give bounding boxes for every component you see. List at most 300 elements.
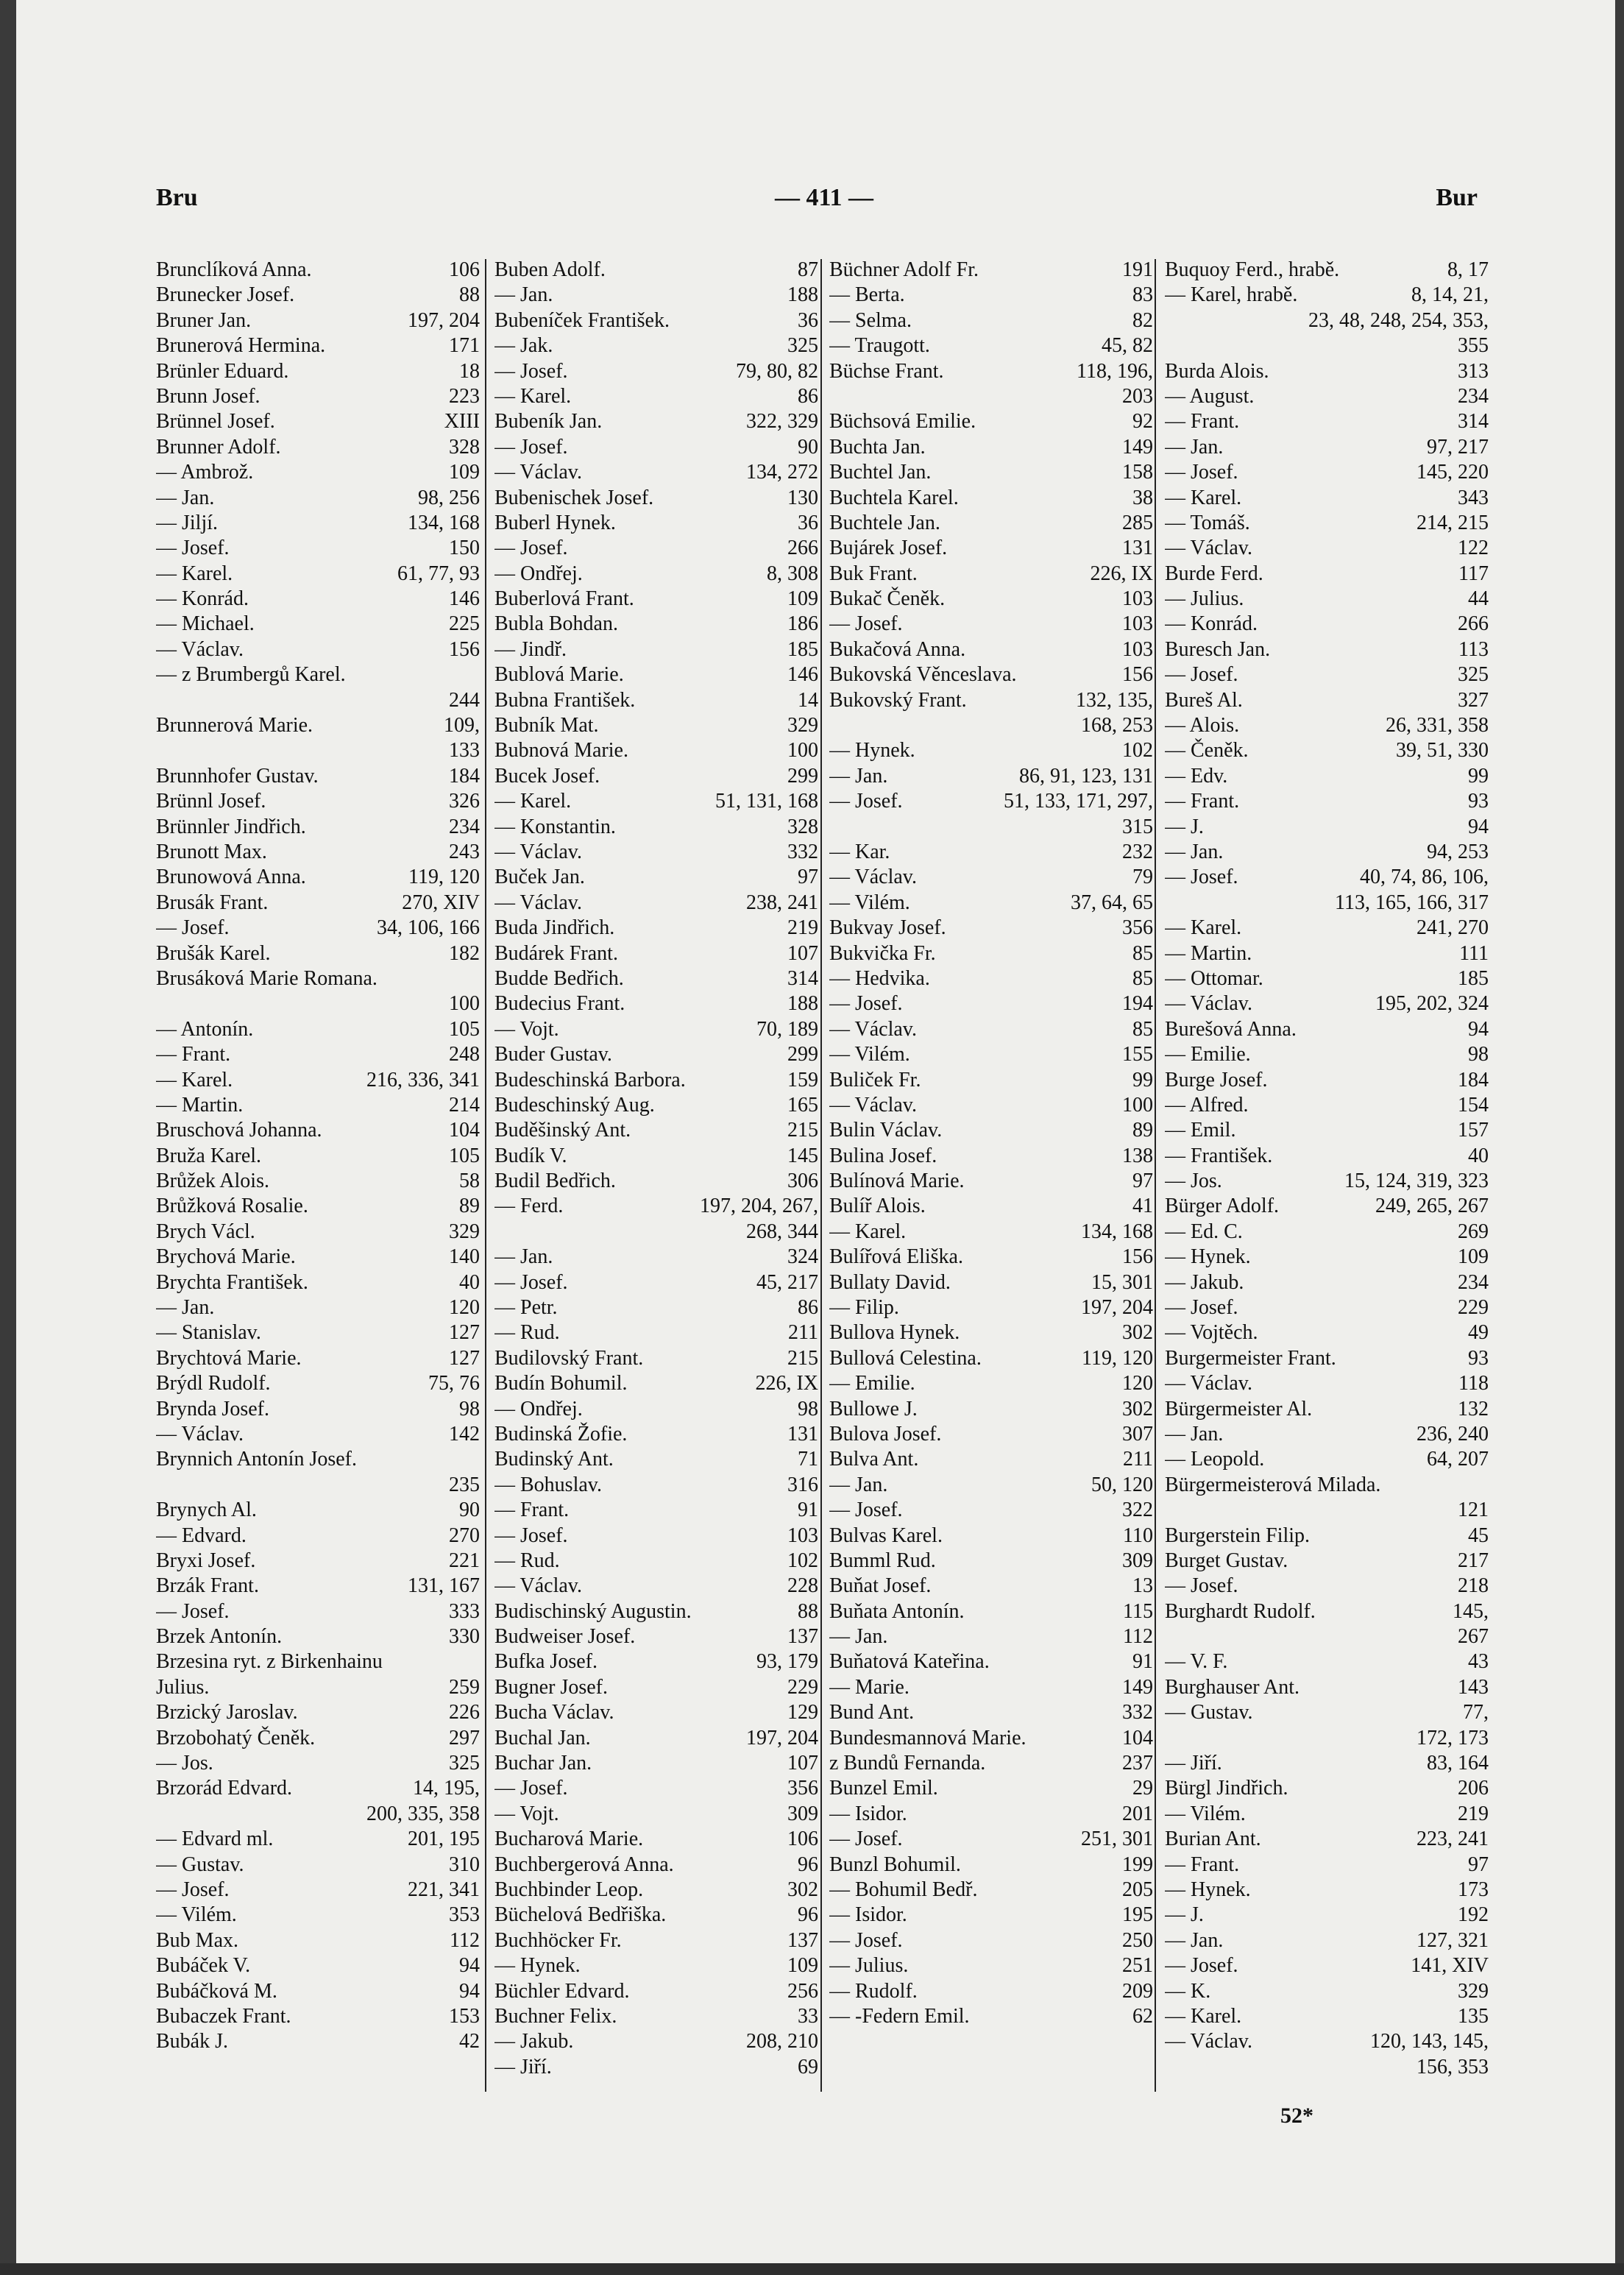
index-entry	[1165, 1498, 1489, 1523]
entry-name: — Václav.	[829, 1093, 917, 1117]
index-entry	[494, 1524, 818, 1549]
entry-name: Bukačová Anna.	[829, 637, 966, 661]
entry-name: Budilovský Frant.	[494, 1346, 644, 1370]
entry-name: Buchtele Jan.	[829, 511, 940, 534]
index-entry	[494, 891, 818, 916]
index-entry	[156, 1549, 480, 1574]
index-entry	[829, 738, 1153, 763]
entry-name: Buchbergerová Anna.	[494, 1853, 674, 1876]
index-entry	[1165, 1802, 1489, 1827]
index-entry	[156, 1295, 480, 1320]
entry-name: — Jindř.	[494, 637, 567, 661]
entry-pages: 100	[787, 739, 818, 763]
entry-pages: 26, 331, 358	[1386, 714, 1489, 737]
entry-name: Budecius Frant.	[494, 992, 625, 1016]
entry-pages: 201	[1122, 1802, 1153, 1825]
entry-pages: 332	[1122, 1701, 1153, 1724]
index-entry	[1165, 333, 1489, 358]
entry-name: Brünnel Josef.	[156, 410, 275, 434]
index-entry	[829, 486, 1153, 511]
entry-pages: 226, IX	[755, 1372, 818, 1395]
index-entry	[829, 1220, 1153, 1245]
index-column-2	[494, 258, 818, 2080]
index-entry	[1165, 1245, 1489, 1270]
entry-name: Brunnerová Marie.	[156, 714, 313, 737]
entry-name: Brych Václ.	[156, 1220, 255, 1243]
entry-name: — Karel.	[1165, 2004, 1242, 2028]
entry-pages: 330	[449, 1625, 480, 1649]
entry-pages: 86, 91, 123, 131	[1019, 764, 1153, 788]
index-entry	[1165, 891, 1489, 916]
entry-pages: 86	[798, 384, 818, 408]
entry-pages: 302	[787, 1878, 818, 1901]
entry-name: Bulin Václav.	[829, 1119, 943, 1142]
entry-name: Bullowe J.	[829, 1397, 918, 1420]
entry-pages: 328	[787, 815, 818, 838]
index-entry	[494, 916, 818, 941]
entry-name: Büchsová Emilie.	[829, 410, 976, 434]
index-entry	[1165, 1524, 1489, 1549]
entry-name: — Josef.	[1165, 1574, 1238, 1598]
index-entry	[1165, 1979, 1489, 2004]
index-entry	[1165, 966, 1489, 991]
entry-name: — Václav.	[829, 1017, 917, 1041]
entry-pages: 98	[459, 1397, 480, 1420]
entry-name: — Jakub.	[494, 2030, 574, 2053]
entry-name: Buňat Josef.	[829, 1574, 932, 1598]
entry-pages: 219	[787, 916, 818, 940]
index-entry	[829, 1447, 1153, 1472]
entry-pages: 40, 74, 86, 106,	[1360, 866, 1489, 889]
entry-name: — Petr.	[494, 1296, 558, 1320]
entry-name: Bureš Al.	[1165, 688, 1243, 712]
entry-pages: 99	[1468, 764, 1489, 788]
entry-name: — Ondřej.	[494, 562, 583, 585]
entry-name: Bujárek Josef.	[829, 537, 948, 560]
column-divider	[820, 259, 822, 2092]
index-entry	[494, 1928, 818, 1953]
index-entry	[494, 1549, 818, 1574]
entry-name: — Josef.	[494, 537, 568, 560]
index-entry	[156, 1371, 480, 1396]
entry-name: — Josef.	[1165, 1296, 1238, 1320]
entry-pages: 205	[1122, 1878, 1153, 1901]
index-entry	[829, 815, 1153, 840]
index-entry	[829, 1042, 1153, 1067]
index-entry	[156, 384, 480, 409]
index-entry	[1165, 1397, 1489, 1422]
entry-name: Bürgl Jindřich.	[1165, 1777, 1288, 1800]
entry-pages: 158	[1122, 461, 1153, 484]
index-entry	[829, 1878, 1153, 1903]
index-entry	[829, 1549, 1153, 1574]
index-entry	[494, 359, 818, 384]
index-entry	[1165, 1928, 1489, 1953]
index-entry	[156, 966, 480, 991]
entry-pages: 13	[1132, 1574, 1153, 1598]
index-entry	[1165, 511, 1489, 536]
entry-pages: 145	[787, 1144, 818, 1167]
entry-pages: 134, 272	[746, 461, 818, 484]
entry-pages: 149	[1122, 1675, 1153, 1699]
index-entry	[494, 1979, 818, 2004]
entry-pages: 307	[1122, 1422, 1153, 1446]
entry-name: — Hynek.	[829, 739, 915, 763]
entry-pages: 329	[787, 714, 818, 737]
index-entry	[494, 2029, 818, 2054]
entry-pages: 90	[459, 1499, 480, 1522]
entry-name: — August.	[1165, 384, 1255, 408]
entry-pages: 329	[449, 1220, 480, 1243]
entry-name: — Jiljí.	[156, 511, 219, 534]
index-entry	[829, 1194, 1153, 1219]
entry-pages: 186	[787, 612, 818, 636]
entry-pages: 97	[1468, 1853, 1489, 1876]
entry-name: — Edv.	[1165, 764, 1228, 788]
index-entry	[1165, 1144, 1489, 1169]
index-entry	[494, 587, 818, 612]
index-entry	[156, 1802, 480, 1827]
index-entry	[156, 815, 480, 840]
entry-name: Burget Gustav.	[1165, 1549, 1288, 1572]
column-divider	[485, 259, 486, 2092]
entry-pages: 150	[449, 537, 480, 560]
index-entry	[494, 764, 818, 789]
index-entry	[156, 1751, 480, 1776]
entry-name: Budde Bedřich.	[494, 966, 624, 990]
entry-pages: 188	[787, 283, 818, 307]
entry-pages: 97	[798, 866, 818, 889]
entry-name: Bruža Karel.	[156, 1144, 262, 1167]
entry-name: Bulvas Karel.	[829, 1524, 943, 1547]
index-entry	[156, 1903, 480, 1928]
entry-name: Budinská Žofie.	[494, 1422, 628, 1446]
entry-name: — Václav.	[156, 637, 244, 661]
entry-name: Buchal Jan.	[494, 1726, 591, 1749]
entry-pages: 88	[798, 1599, 818, 1623]
entry-name: — Konrád.	[1165, 612, 1258, 636]
entry-pages: 106	[787, 1828, 818, 1851]
entry-name: Julius.	[156, 1675, 210, 1699]
entry-name: Burghauser Ant.	[1165, 1675, 1300, 1699]
entry-pages: 38	[1132, 486, 1153, 509]
index-entry	[829, 637, 1153, 662]
entry-name: Brušák Karel.	[156, 941, 271, 965]
entry-name: — Ondřej.	[494, 1397, 583, 1420]
scan-edge-bottom	[0, 2263, 1624, 2275]
index-entry	[1165, 1346, 1489, 1371]
entry-pages: 206	[1458, 1777, 1489, 1800]
index-entry	[829, 865, 1153, 890]
entry-name: Brusáková Marie Romana.	[156, 966, 377, 990]
entry-pages: 251, 301	[1081, 1828, 1153, 1851]
entry-pages: 44	[1468, 587, 1489, 611]
entry-pages: 83	[1132, 283, 1153, 307]
index-entry	[829, 587, 1153, 612]
entry-name: — Rudolf.	[829, 1979, 918, 2003]
index-entry	[156, 1068, 480, 1093]
entry-pages: 86	[798, 1296, 818, 1320]
entry-pages: 315	[1122, 815, 1153, 838]
entry-name: — Frant.	[494, 1499, 570, 1522]
entry-name: Bullová Celestina.	[829, 1346, 982, 1370]
index-entry	[829, 1700, 1153, 1725]
entry-pages: 102	[787, 1549, 818, 1572]
entry-name: Buňatová Kateřina.	[829, 1650, 990, 1674]
index-entry	[494, 258, 818, 283]
entry-name: — Antonín.	[156, 1017, 254, 1041]
entry-pages: 34, 106, 166	[377, 916, 480, 940]
index-entry	[494, 1574, 818, 1599]
index-entry	[829, 460, 1153, 485]
entry-name: Bürgermeister Al.	[1165, 1397, 1313, 1420]
entry-pages: 104	[449, 1119, 480, 1142]
entry-name: — Jiří.	[1165, 1752, 1222, 1775]
entry-name: Bulina Josef.	[829, 1144, 937, 1167]
entry-name: — Gustav.	[156, 1853, 244, 1876]
entry-name: Buquoy Ferd., hrabě.	[1165, 258, 1340, 281]
index-entry	[1165, 815, 1489, 840]
index-entry	[829, 1599, 1153, 1624]
entry-pages: 256	[787, 1979, 818, 2003]
entry-name: Budweiser Josef.	[494, 1625, 636, 1649]
entry-pages: 310	[449, 1853, 480, 1876]
index-entry	[829, 1270, 1153, 1295]
entry-name: — Ed. C.	[1165, 1220, 1243, 1243]
entry-pages: 58	[459, 1170, 480, 1193]
index-entry	[156, 333, 480, 358]
entry-pages: 145, 220	[1416, 461, 1489, 484]
entry-pages: 343	[1458, 486, 1489, 509]
entry-pages: 109,	[444, 714, 480, 737]
entry-name: — Traugott.	[829, 334, 930, 358]
entry-name: — Karel.	[829, 1220, 907, 1243]
entry-name: Brunclíková Anna.	[156, 258, 312, 281]
entry-name: Büchler Edvard.	[494, 1979, 630, 2003]
entry-name: — Josef.	[1165, 866, 1238, 889]
index-entry	[1165, 738, 1489, 763]
entry-pages: 121	[1458, 1499, 1489, 1522]
entry-pages: 333	[449, 1599, 480, 1623]
entry-pages: 39, 51, 330	[1396, 739, 1489, 763]
index-entry	[156, 1220, 480, 1245]
entry-name: Buchbinder Leop.	[494, 1878, 644, 1901]
entry-pages: 127	[449, 1321, 480, 1345]
entry-pages: 192	[1458, 1903, 1489, 1927]
index-entry	[156, 1574, 480, 1599]
entry-name: — Václav.	[1165, 1372, 1252, 1395]
index-entry	[156, 1827, 480, 1852]
entry-pages: 266	[1458, 612, 1489, 636]
index-entry	[1165, 865, 1489, 890]
entry-name: Brůžek Alois.	[156, 1170, 269, 1193]
entry-name: — Čeněk.	[1165, 739, 1249, 763]
entry-name: — Vilém.	[829, 1043, 910, 1066]
entry-name: Brunott Max.	[156, 840, 267, 863]
entry-name: — Vilém.	[156, 1903, 237, 1927]
index-entry	[156, 1320, 480, 1345]
entry-name: Bürger Adolf.	[1165, 1195, 1280, 1218]
entry-name: Budík V.	[494, 1144, 567, 1167]
entry-pages: 226, IX	[1090, 562, 1153, 585]
index-entry	[829, 1320, 1153, 1345]
index-entry	[156, 916, 480, 941]
entry-name: Buchta Jan.	[829, 435, 926, 459]
index-entry	[494, 1624, 818, 1649]
entry-pages: 94	[1468, 1017, 1489, 1041]
index-entry	[1165, 1118, 1489, 1143]
entry-pages: 107	[787, 941, 818, 965]
index-entry	[494, 1878, 818, 1903]
entry-name: — Selma.	[829, 308, 912, 332]
entry-name: z Bundů Fernanda.	[829, 1752, 986, 1775]
entry-name: — Josef.	[156, 916, 230, 940]
entry-name: Budil Bedřich.	[494, 1170, 616, 1193]
index-entry	[494, 1599, 818, 1624]
entry-name: Bukvička Fr.	[829, 941, 936, 965]
entry-name: Bubáčková M.	[156, 1979, 277, 2003]
entry-pages: 285	[1122, 511, 1153, 534]
entry-name: Bubeníček František.	[494, 308, 670, 332]
entry-name: Bubák J.	[156, 2030, 228, 2053]
entry-pages: 51, 133, 171, 297,	[1004, 790, 1153, 813]
page-number: — 411 —	[774, 184, 874, 211]
entry-pages: 216, 336, 341	[366, 1068, 480, 1091]
entry-name: — Isidor.	[829, 1802, 907, 1825]
index-entry	[1165, 713, 1489, 738]
entry-name: Büchse Frant.	[829, 359, 944, 383]
entry-name: Buděšinský Ant.	[494, 1119, 631, 1142]
entry-pages: 325	[449, 1752, 480, 1775]
index-entry	[494, 941, 818, 966]
entry-name: Burgermeister Frant.	[1165, 1346, 1336, 1370]
entry-pages: 156	[1122, 663, 1153, 687]
entry-pages: 103	[1122, 612, 1153, 636]
entry-name: — Jak.	[494, 334, 553, 358]
index-entry	[1165, 1447, 1489, 1472]
entry-pages: 96	[798, 1853, 818, 1876]
entry-pages: 234	[449, 815, 480, 838]
entry-name: Bunzel Emil.	[829, 1777, 938, 1800]
index-entry	[494, 865, 818, 890]
index-entry	[156, 1624, 480, 1649]
entry-pages: 356	[787, 1777, 818, 1800]
index-entry	[829, 258, 1153, 283]
entry-name: — Josef.	[829, 790, 903, 813]
entry-name: Bugner Josef.	[494, 1675, 608, 1699]
entry-name: — Emilie.	[829, 1372, 915, 1395]
entry-pages: 195, 202, 324	[1375, 992, 1489, 1016]
index-entry	[494, 409, 818, 434]
entry-name: — Josef.	[494, 1270, 568, 1294]
entry-name: Budinský Ant.	[494, 1448, 614, 1471]
index-entry	[829, 662, 1153, 687]
entry-pages: 228	[787, 1574, 818, 1598]
index-entry	[494, 1675, 818, 1700]
entry-pages: 98	[1468, 1043, 1489, 1066]
index-entry	[156, 2029, 480, 2054]
entry-pages: 97, 217	[1427, 435, 1489, 459]
entry-name: Brynych Al.	[156, 1499, 257, 1522]
entry-pages: 33	[798, 2004, 818, 2028]
entry-pages: 314	[1458, 410, 1489, 434]
entry-pages: 37, 64, 65	[1071, 891, 1153, 914]
entry-pages: 85	[1132, 941, 1153, 965]
index-entry	[494, 991, 818, 1016]
entry-name: — Julius.	[829, 1954, 909, 1978]
entry-name: Bulínová Marie.	[829, 1170, 965, 1193]
index-entry	[494, 1903, 818, 1928]
index-entry	[156, 637, 480, 662]
entry-name: — Berta.	[829, 283, 905, 307]
entry-name: — V. F.	[1165, 1650, 1228, 1674]
entry-pages: 96	[798, 1903, 818, 1927]
entry-pages: 98	[798, 1397, 818, 1420]
entry-pages: 241, 270	[1416, 916, 1489, 940]
index-entry	[494, 1751, 818, 1776]
entry-name: Bukvay Josef.	[829, 916, 946, 940]
entry-pages: 197, 204	[408, 308, 480, 332]
index-entry	[1165, 916, 1489, 941]
index-entry	[494, 1042, 818, 1067]
entry-pages: 223, 241	[1416, 1828, 1489, 1851]
index-entry	[829, 612, 1153, 637]
entry-name: — z Brumbergů Karel.	[156, 663, 346, 687]
entry-name: — Josef.	[156, 537, 230, 560]
index-column-3	[829, 258, 1153, 2029]
entry-name: Buček Jan.	[494, 866, 585, 889]
index-entry	[156, 1700, 480, 1725]
index-entry	[1165, 1473, 1489, 1498]
index-entry	[494, 1827, 818, 1852]
entry-pages: 40	[1468, 1144, 1489, 1167]
index-entry	[494, 1371, 818, 1396]
entry-pages: 43	[1468, 1650, 1489, 1674]
index-entry	[1165, 2055, 1489, 2080]
index-entry	[829, 1397, 1153, 1422]
entry-name: Buchtel Jan.	[829, 461, 932, 484]
entry-name: — Emilie.	[1165, 1043, 1251, 1066]
index-entry	[829, 283, 1153, 308]
entry-pages: 223	[449, 384, 480, 408]
index-entry	[1165, 612, 1489, 637]
entry-pages: 14	[798, 688, 818, 712]
entry-pages: 235	[449, 1473, 480, 1496]
entry-pages: 314	[787, 966, 818, 990]
entry-pages: 184	[1458, 1068, 1489, 1091]
entry-name: — Edvard ml.	[156, 1828, 274, 1851]
entry-pages: XIII	[444, 410, 480, 434]
index-entry	[494, 308, 818, 333]
index-entry	[494, 1245, 818, 1270]
entry-name: Bürgermeisterová Milada.	[1165, 1473, 1381, 1496]
entry-name: — František.	[1165, 1144, 1273, 1167]
entry-pages: 142	[449, 1422, 480, 1446]
entry-pages: 45	[1468, 1524, 1489, 1547]
index-entry	[494, 283, 818, 308]
index-entry	[1165, 258, 1489, 283]
entry-pages: 195	[1122, 1903, 1153, 1927]
entry-name: Buliček Fr.	[829, 1068, 921, 1091]
entry-name: — K.	[1165, 1979, 1211, 2003]
entry-name: — Karel.	[1165, 486, 1242, 509]
entry-pages: 185	[787, 637, 818, 661]
entry-name: — Vilém.	[1165, 1802, 1246, 1825]
entry-name: Brynnich Antonín Josef.	[156, 1448, 357, 1471]
index-entry	[829, 1017, 1153, 1042]
index-entry	[829, 764, 1153, 789]
entry-pages: 90	[798, 435, 818, 459]
